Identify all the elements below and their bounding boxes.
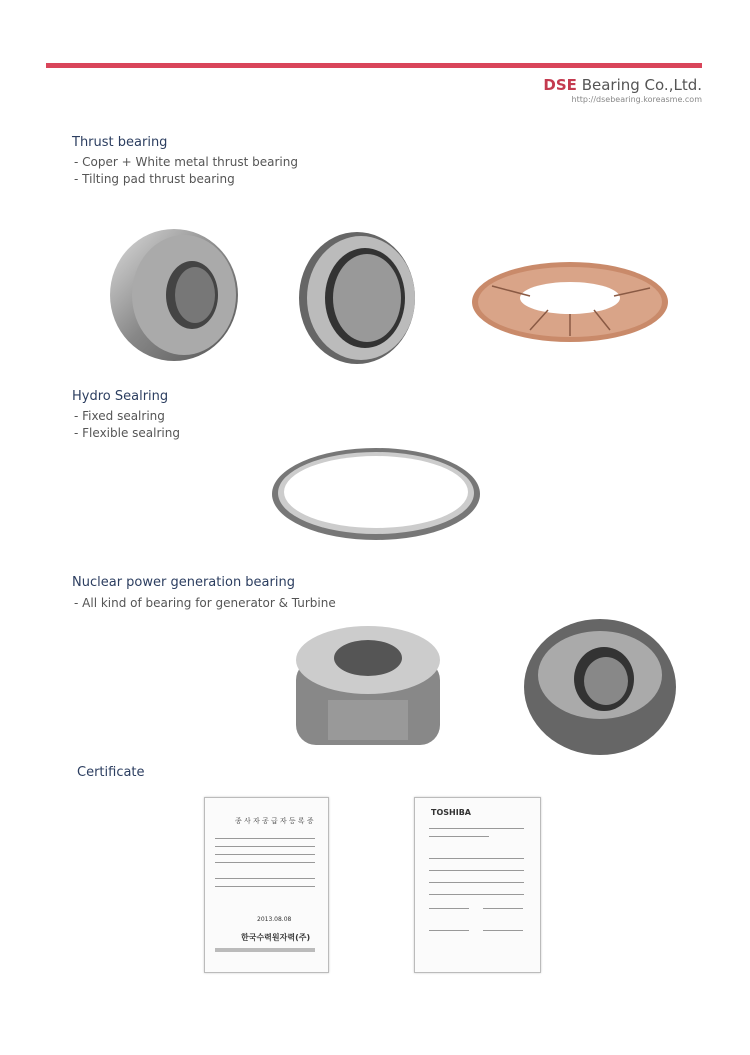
certificate-left-heading: 종 사 자 공 급 자 등 록 증 [235,817,314,825]
tilting-pad-image [470,258,670,348]
bullet-item: - All kind of bearing for generator & Turbine [74,595,336,612]
bullet-item: - Tilting pad thrust bearing [74,171,298,188]
certificate-left-date: 2013.08.08 [257,916,292,923]
top-accent-bar [46,63,702,68]
toshiba-logo: TOSHIBA [431,808,471,817]
sealring-image [270,446,482,542]
nuclear-bullets [74,595,336,612]
bullet-item: - Flexible sealring [74,425,180,442]
bullet-item: - Coper + White metal thrust bearing [74,154,298,171]
thrust-bearing-image-1 [100,225,245,365]
section-title-certificate: Certificate [77,765,145,780]
bullet-item: - Fixed sealring [74,408,180,425]
section-title-hydro: Hydro Sealring [72,389,169,404]
company-name: DSE Bearing Co.,Ltd. [543,76,702,94]
nuclear-bearing-image-1 [288,620,448,755]
certificate-left-issuer: 한국수력원자력(주) [241,933,311,942]
company-brand [543,76,702,104]
nuclear-bearing-image-2 [520,615,680,760]
company-url[interactable]: http://dsebearing.koreasme.com [571,95,702,104]
section-title-thrust: Thrust bearing [72,135,168,150]
hydro-bullets [74,408,180,442]
certificate-right[interactable] [414,797,541,973]
section-title-nuclear: Nuclear power generation bearing [72,575,295,590]
thrust-bullets [74,154,298,188]
thrust-bearing-image-2 [295,228,425,368]
certificate-left[interactable] [204,797,329,973]
